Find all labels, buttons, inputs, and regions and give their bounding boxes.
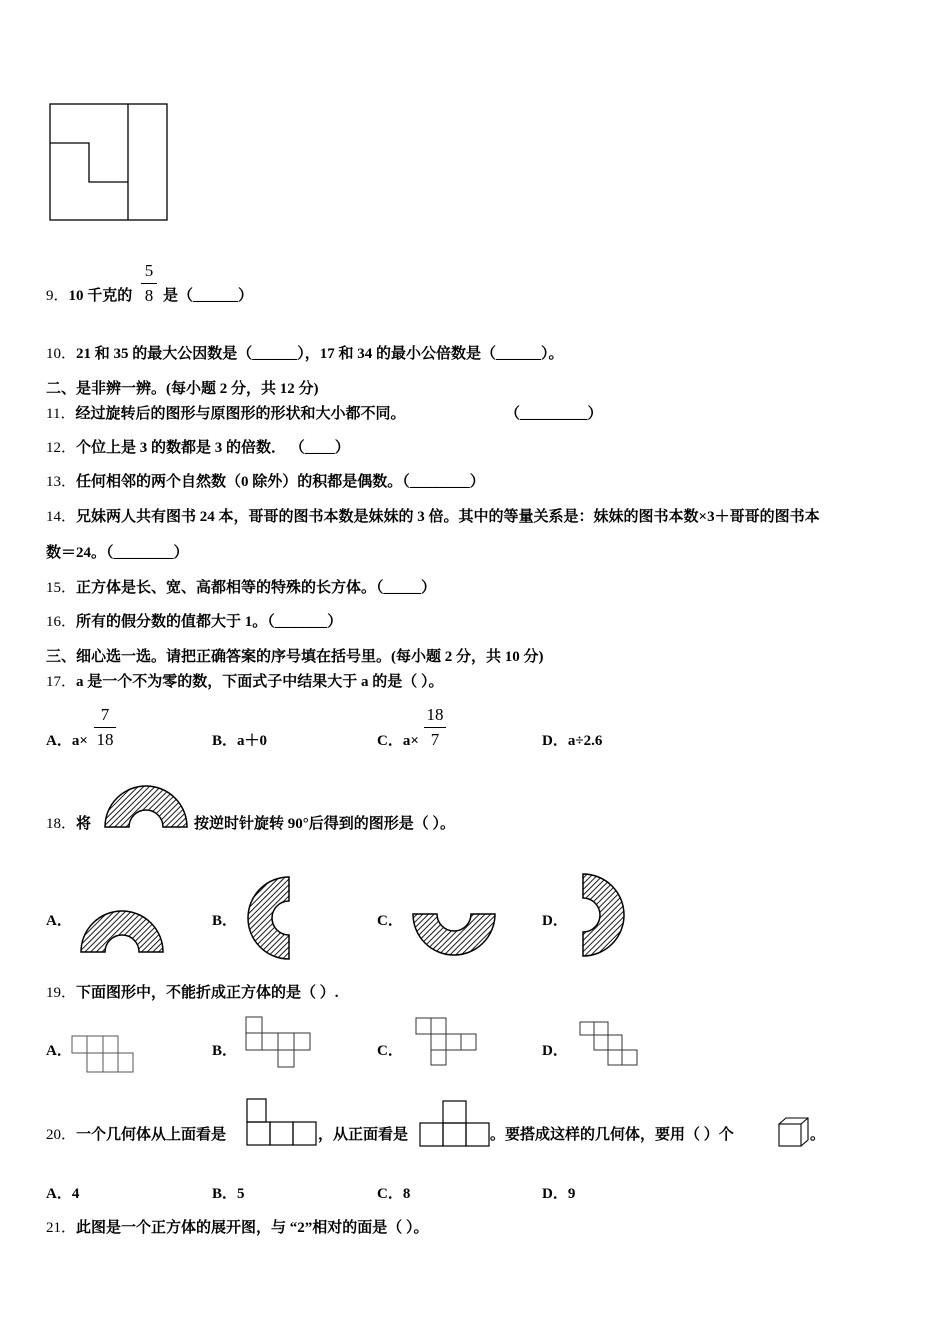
option-a: A． xyxy=(46,913,72,929)
question-20-part2: ，从正面看是 xyxy=(318,1127,409,1143)
question-21: 21．此图是一个正方体的展开图，与 “2”相对的面是（ ）。 xyxy=(46,1220,429,1236)
half-ring-figure xyxy=(104,786,188,828)
option-c: C．a× xyxy=(377,733,419,749)
cube-net-b xyxy=(246,1017,316,1069)
question-14-cont: 数＝24。（________） xyxy=(46,545,189,561)
cube-net-c xyxy=(416,1018,486,1068)
question-15: 15．正方体是长、宽、高都相等的特殊的长方体。（_____） xyxy=(46,580,437,596)
square-division-figure xyxy=(0,0,200,230)
question-10: 10．21 和 35 的最大公因数是（______），17 和 34 的最小公倍数是（______）。 xyxy=(46,346,564,362)
option-a: A．4 xyxy=(46,1186,80,1202)
section-3-heading: 三、细心选一选。请把正确答案的序号填在括号里。(每小题 2 分，共 10 分) xyxy=(46,649,544,665)
fraction-7-18: 7 18 xyxy=(94,705,116,750)
cube-net-d xyxy=(580,1022,644,1068)
question-9: 9．10 千克的 xyxy=(46,288,133,304)
front-view-figure xyxy=(420,1101,492,1147)
question-11-blank: （_________） xyxy=(505,406,603,422)
cube-icon xyxy=(778,1117,810,1149)
section-2-heading: 二、是非辨一辨。(每小题 2 分，共 12 分) xyxy=(46,381,319,397)
option-b: B． xyxy=(212,1043,238,1059)
question-14: 14．兄妹两人共有图书 24 本，哥哥的图书本数是妹妹的 3 倍。其中的等量关系是：妹妹的图书本数×3＋哥哥的图书本 xyxy=(46,509,820,525)
option-d: D． xyxy=(542,1043,568,1059)
question-17: 17．a 是一个不为零的数，下面式子中结果大于 a 的是（ ）。 xyxy=(46,674,444,690)
option-d: D． xyxy=(542,913,568,929)
option-c: C． xyxy=(377,1043,403,1059)
question-13: 13．任何相邻的两个自然数（0 除外）的积都是偶数。（________） xyxy=(46,474,485,490)
half-ring-arch-up xyxy=(80,911,164,953)
question-20-end: 。 xyxy=(810,1127,826,1143)
question-16: 16．所有的假分数的值都大于 1。（_______） xyxy=(46,614,343,630)
question-12: 12．个位上是 3 的数都是 3 的倍数． （____） xyxy=(46,440,350,456)
question-18-text: 按逆时针旋转 90°后得到的图形是（ ）。 xyxy=(194,816,456,832)
question-20: 20．一个几何体从上面看是 xyxy=(46,1127,227,1143)
question-20-part3: 。要搭成这样的几何体，要用（ ）个 xyxy=(490,1127,734,1143)
top-view-figure xyxy=(247,1099,319,1147)
option-c: C． xyxy=(377,913,403,929)
half-ring-opening-right xyxy=(246,876,290,960)
question-11: 11．经过旋转后的图形与原图形的形状和大小都不同。 xyxy=(46,406,406,422)
question-19: 19．下面图形中，不能折成正方体的是（ ）. xyxy=(46,985,339,1001)
option-a: A．a× xyxy=(46,733,88,749)
option-d: D．9 xyxy=(542,1186,576,1202)
option-a: A． xyxy=(46,1043,72,1059)
half-ring-arch-down xyxy=(412,913,496,957)
option-d: D．a÷2.6 xyxy=(542,733,603,749)
question-9-blank: 是（______） xyxy=(163,288,254,304)
cube-net-a xyxy=(72,1036,152,1076)
fraction-5-8: 5 8 xyxy=(141,261,157,306)
half-ring-opening-left xyxy=(582,873,626,957)
fraction-18-7: 18 7 xyxy=(424,705,446,750)
option-b: B． xyxy=(212,913,238,929)
question-18: 18．将 xyxy=(46,816,92,832)
option-b: B．5 xyxy=(212,1186,245,1202)
option-c: C．8 xyxy=(377,1186,411,1202)
option-b: B．a＋0 xyxy=(212,733,268,749)
